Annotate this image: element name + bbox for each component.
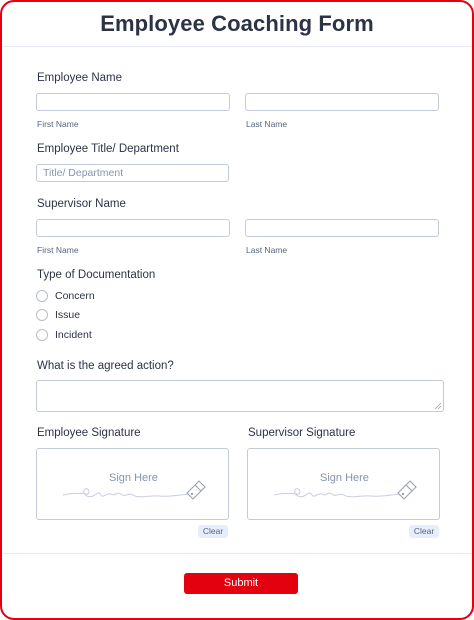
supervisor-signature-clear-button[interactable]: Clear <box>409 525 439 538</box>
resize-handle-icon[interactable] <box>434 402 441 409</box>
employee-signature-label: Employee Signature <box>37 427 141 439</box>
radio-issue-label[interactable]: Issue <box>55 309 81 321</box>
form-title: Employee Coaching Form <box>100 11 374 36</box>
documentation-label: Type of Documentation <box>37 269 156 281</box>
footer-divider <box>2 553 472 554</box>
signature-scribble-icon <box>59 475 229 505</box>
title-department-label: Employee Title/ Department <box>37 143 179 155</box>
signature-scribble-icon <box>270 475 440 505</box>
supervisor-signature-pad[interactable] <box>247 448 440 520</box>
employee-last-name-sublabel: Last Name <box>246 119 288 129</box>
supervisor-first-name-input[interactable] <box>36 219 230 237</box>
supervisor-last-name-sublabel: Last Name <box>246 245 288 255</box>
radio-issue[interactable] <box>36 309 48 321</box>
radio-incident[interactable] <box>36 329 48 341</box>
form-header <box>2 2 472 47</box>
title-department-input[interactable]: Title/ Department <box>36 164 229 182</box>
employee-signature-pad[interactable] <box>36 448 229 520</box>
agreed-action-textarea[interactable] <box>36 380 444 412</box>
employee-first-name-input[interactable] <box>36 93 230 111</box>
supervisor-name-label: Supervisor Name <box>37 198 126 210</box>
employee-name-label: Employee Name <box>37 72 123 84</box>
radio-incident-label[interactable]: Incident <box>55 329 92 341</box>
supervisor-first-name-sublabel: First Name <box>37 245 79 255</box>
radio-concern[interactable] <box>36 290 48 302</box>
agreed-action-label: What is the agreed action? <box>37 360 174 372</box>
radio-concern-label[interactable]: Concern <box>55 290 95 302</box>
supervisor-last-name-input[interactable] <box>245 219 439 237</box>
employee-sign-here-text: Sign Here <box>109 472 158 484</box>
submit-button[interactable]: Submit <box>184 573 298 594</box>
employee-signature-clear-button[interactable]: Clear <box>198 525 228 538</box>
supervisor-sign-here-text: Sign Here <box>320 472 369 484</box>
employee-first-name-sublabel: First Name <box>37 119 79 129</box>
employee-last-name-input[interactable] <box>245 93 439 111</box>
supervisor-signature-label: Supervisor Signature <box>248 427 356 439</box>
